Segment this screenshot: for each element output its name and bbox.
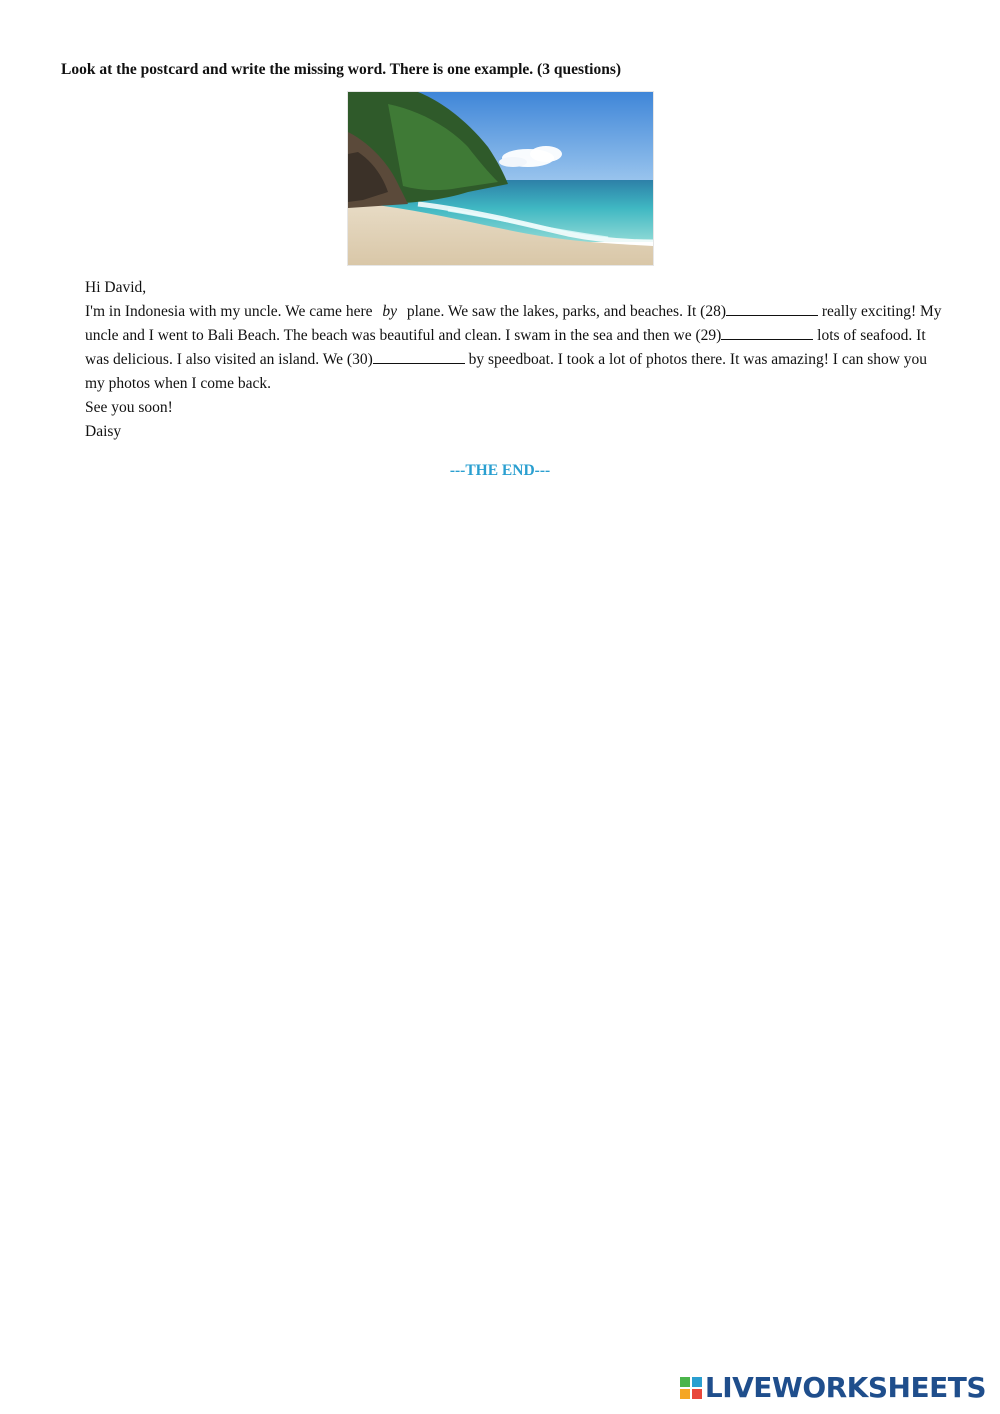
postcard-letter [85, 276, 945, 444]
instruction-heading: Look at the postcard and write the missing word. There is one example. (3 questions) [61, 61, 622, 78]
liveworksheets-logo [680, 1371, 986, 1404]
letter-text-4: lots of seafood. It was delicious. I also visited an island. We (30) [85, 327, 926, 368]
letter-text-1: I'm in Indonesia with my uncle. We came here [85, 303, 373, 320]
letter-signature: Daisy [85, 423, 122, 440]
the-end-label: ---THE END--- [449, 462, 551, 479]
answer-blank-30[interactable] [373, 349, 465, 364]
letter-body [85, 300, 945, 396]
letter-text-2: plane. We saw the lakes, parks, and beaches. It (28) [406, 303, 726, 320]
letter-greeting: Hi David, [85, 279, 147, 296]
letter-text-3: really exciting! My uncle and I went to Bali Beach. The beach was beautiful and clean. I swam in the sea and then we (29) [85, 303, 942, 344]
letter-closing: See you soon! [85, 399, 173, 416]
answer-blank-28[interactable] [726, 301, 818, 316]
answer-blank-29[interactable] [721, 325, 813, 340]
liveworksheets-logo-icon [680, 1377, 702, 1399]
beach-photo [347, 91, 654, 266]
liveworksheets-wordmark: LIVEWORKSHEETS [704, 1371, 986, 1404]
letter-text-5: by speedboat. I took a lot of photos there. It was amazing! I can show you my photos when I come back. [85, 351, 928, 392]
example-answer: by [382, 303, 397, 320]
